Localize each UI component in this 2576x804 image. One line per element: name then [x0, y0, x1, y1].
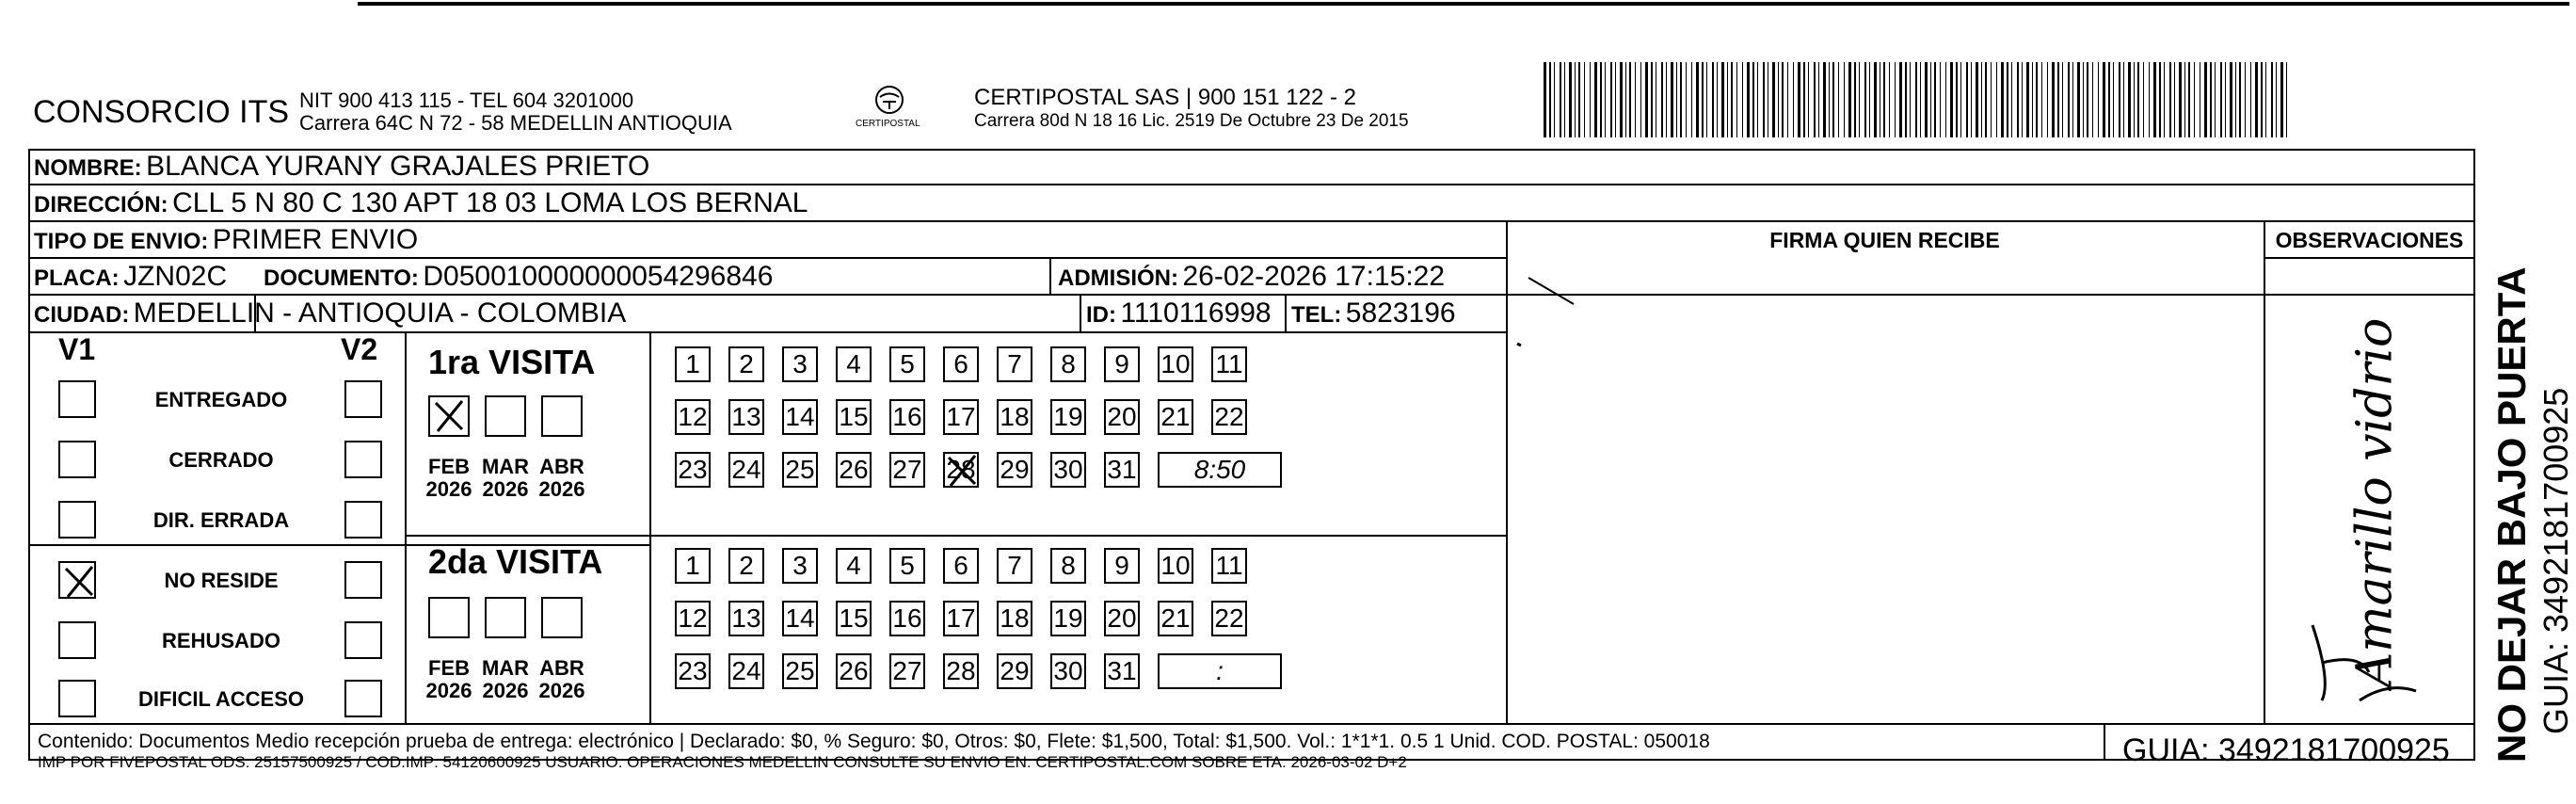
id-row: [1086, 297, 1272, 330]
v2-checkbox[interactable]: [344, 441, 382, 478]
barcode-bar: [1640, 62, 1641, 137]
barcode-bar: [2098, 62, 2099, 137]
visita2-day-box[interactable]: 12: [675, 601, 711, 636]
barcode-bar: [1915, 62, 1917, 137]
barcode-bar: [1838, 62, 1839, 137]
barcode-bar: [2143, 62, 2144, 137]
barcode-bar: [1848, 62, 1851, 137]
barcode-bar: [1772, 62, 1775, 137]
barcode-bar: [1691, 62, 1692, 137]
barcode-bar: [1554, 62, 1555, 137]
barcode-bar: [2153, 62, 2156, 137]
barcode-bar: [1991, 62, 1992, 137]
barcode-bar: [2159, 62, 2161, 137]
barcode-bar: [2184, 62, 2185, 137]
visita1-day-box[interactable]: 2: [728, 346, 764, 382]
barcode-bar: [2057, 62, 2059, 137]
visita2-day-box[interactable]: 11: [1211, 548, 1247, 584]
barcode-bar: [2007, 62, 2008, 137]
barcode-bar: [2204, 62, 2207, 137]
nombre-value: BLANCA YURANY GRAJALES PRIETO: [146, 151, 650, 182]
visita2-month-checkbox[interactable]: [541, 597, 583, 638]
visita2-month-label: FEB 2026: [425, 656, 472, 702]
barcode-bar: [1874, 62, 1877, 137]
barcode-bar: [2113, 62, 2114, 137]
barcode-bar: [1615, 62, 1616, 137]
visita2-day-box[interactable]: 24: [728, 653, 764, 689]
visita1-day-box[interactable]: 15: [836, 399, 872, 435]
visita2-month-label: ABR 2026: [538, 656, 585, 702]
barcode-bar: [2261, 62, 2263, 137]
signature-area[interactable]: [1508, 259, 2262, 721]
tel-value: 5823196: [1345, 297, 1456, 329]
visita2-day-box[interactable]: 7: [997, 548, 1032, 584]
barcode-bar: [1676, 62, 1677, 137]
admision-value: 26-02-2026 17:15:22: [1182, 261, 1446, 292]
side-warning: NO DEJAR BAJO PUERTA: [2489, 266, 2534, 763]
barcode-bar: [1620, 62, 1623, 137]
barcode-bar: [1590, 62, 1591, 137]
signature-mark-icon: [1508, 259, 2262, 721]
barcode-bar: [1844, 62, 1845, 137]
visita2-day-box[interactable]: 23: [675, 653, 711, 689]
barcode-bar: [1721, 62, 1724, 137]
visita2-day-box[interactable]: 27: [889, 653, 925, 689]
barcode-bar: [2062, 62, 2063, 137]
visita1-day-box[interactable]: 7: [997, 346, 1032, 382]
visita2-day-box[interactable]: 5: [889, 548, 925, 584]
barcode-bar: [1889, 62, 1890, 137]
barcode-bar: [1594, 62, 1597, 137]
barcode-bar: [2041, 62, 2042, 137]
visita1-day-box[interactable]: 28: [943, 452, 979, 488]
visita1-day-box[interactable]: 10: [1158, 346, 1193, 382]
visita2-day-box[interactable]: 10: [1158, 548, 1193, 584]
barcode-bar: [1803, 62, 1805, 137]
carrier-address: Carrera 80d N 18 16 Lic. 2519 De Octubre 23 De 2015: [974, 111, 1409, 131]
carrier-line: CERTIPOSTAL SAS | 900 151 122 - 2: [974, 85, 1356, 110]
tel-label: TEL:: [1291, 302, 1342, 328]
barcode-bar: [1859, 62, 1860, 137]
visita2-day-box[interactable]: 19: [1050, 601, 1086, 636]
visita2-day-box[interactable]: 25: [782, 653, 818, 689]
visita1-time-box[interactable]: 8:50: [1158, 452, 1282, 488]
barcode-bar: [1930, 62, 1931, 137]
direccion-row: [34, 187, 808, 219]
visita2-day-box[interactable]: 29: [997, 653, 1032, 689]
visita2-month-checkbox[interactable]: [428, 597, 470, 638]
barcode-bar: [2174, 62, 2175, 137]
placa-label: PLACA:: [34, 265, 120, 291]
barcode-bar: [2001, 62, 2004, 137]
direccion-label: DIRECCIÓN:: [34, 192, 168, 217]
barcode-bar: [2220, 62, 2222, 137]
visita2-day-box[interactable]: 8: [1050, 548, 1086, 584]
barcode-bar: [2077, 62, 2080, 137]
barcode-bar: [2068, 62, 2070, 137]
barcode-bar: [2149, 62, 2150, 137]
top-edge: [358, 2, 2569, 6]
barcode-bar: [1584, 62, 1585, 137]
barcode-bar: [1950, 62, 1953, 137]
barcode-bar: [2286, 62, 2287, 137]
visita1-day-box[interactable]: 26: [836, 452, 872, 488]
barcode-bar: [2123, 62, 2124, 137]
footer-imp: IMP POR FIVEPOSTAL ODS: 25157500925 / COD.IMP: 54120600925 USUARIO: OPERACIONES MEDELLIN CONSULTE SU ENVIO EN: CERTIPOSTAL.COM SOBRE ETA: 2026-03-02 D+2: [38, 753, 1407, 771]
visita2-day-box[interactable]: 18: [997, 601, 1032, 636]
status-label: REHUSADO: [162, 629, 280, 652]
barcode-bar: [2011, 62, 2012, 137]
barcode-bar: [1823, 62, 1826, 137]
barcode-bar: [1985, 62, 1987, 137]
barcode-bar: [1757, 62, 1758, 137]
v1-checkbox[interactable]: [58, 561, 96, 599]
v1-checkbox[interactable]: [58, 621, 96, 659]
barcode-bar: [2137, 62, 2139, 137]
tipo-label: TIPO DE ENVIO:: [34, 229, 209, 254]
visita2-day-box[interactable]: 2: [728, 548, 764, 584]
visita1-day-box[interactable]: 4: [836, 346, 872, 382]
barcode-bar: [1752, 62, 1754, 137]
barcode-bar: [2017, 62, 2019, 137]
barcode-bar: [1629, 62, 1631, 137]
barcode-bar: [1544, 62, 1546, 137]
barcode-bar: [1635, 62, 1636, 137]
barcode-bar: [1818, 62, 1819, 137]
observaciones-header: OBSERVACIONES: [2275, 228, 2464, 252]
barcode-bar: [1956, 62, 1958, 137]
visita2-day-box[interactable]: 16: [889, 601, 925, 636]
visita2-title: 2da VISITA: [428, 542, 603, 581]
visita1-day-box[interactable]: 25: [782, 452, 818, 488]
barcode-bar: [2119, 62, 2120, 137]
barcode-bar: [1560, 62, 1561, 137]
barcode-bar: [1996, 62, 1997, 137]
barcode-bar: [2072, 62, 2073, 137]
visita2-day-box[interactable]: 15: [836, 601, 872, 636]
barcode-bar: [1883, 62, 1885, 137]
nombre-label: NOMBRE:: [34, 155, 142, 181]
barcode-bar: [1666, 62, 1667, 137]
barcode-bar: [2092, 62, 2093, 137]
barcode-bar: [2280, 62, 2283, 137]
logo-text: CERTIPOSTAL: [856, 119, 920, 129]
visita1-day-box[interactable]: 22: [1211, 399, 1247, 435]
visita1-month-checkbox[interactable]: [485, 395, 526, 437]
barcode-bar: [2194, 62, 2195, 137]
v1-checkbox[interactable]: [58, 501, 96, 539]
visita2-day-box[interactable]: 14: [782, 601, 818, 636]
status-label: ENTREGADO: [154, 388, 288, 411]
visita1-day-box[interactable]: 29: [997, 452, 1032, 488]
visita1-month-label: MAR 2026: [481, 455, 530, 501]
barcode-bar: [1832, 62, 1834, 137]
visita1-day-box[interactable]: 1: [675, 346, 711, 382]
barcode-bar: [2164, 62, 2165, 137]
v2-header: V2: [341, 332, 378, 366]
barcode-bar: [1645, 62, 1648, 137]
visita1-day-box[interactable]: 18: [997, 399, 1032, 435]
direccion-value: CLL 5 N 80 C 130 APT 18 03 LOMA LOS BERNAL: [172, 187, 808, 218]
tipo-value: PRIMER ENVIO: [212, 224, 419, 255]
barcode-bar: [1671, 62, 1673, 137]
certipostal-logo: [852, 81, 927, 137]
barcode-bar: [1910, 62, 1911, 137]
visita2-day-box[interactable]: 13: [728, 601, 764, 636]
observaciones-area[interactable]: [2265, 296, 2450, 721]
barcode-bar: [1925, 62, 1928, 137]
visita1-day-box[interactable]: 21: [1158, 399, 1193, 435]
barcode-bar: [2083, 62, 2084, 137]
barcode-bar: [1702, 62, 1704, 137]
v1-checkbox[interactable]: [58, 380, 96, 418]
ciudad-row: [34, 297, 626, 330]
barcode-bar: [1814, 62, 1816, 137]
barcode-bar: [2230, 62, 2232, 137]
barcode-bar: [2047, 62, 2048, 137]
visita2-day-box[interactable]: 22: [1211, 601, 1247, 636]
barcode-bar: [1829, 62, 1830, 137]
visita1-day-box[interactable]: 6: [943, 346, 979, 382]
barcode-bar: [2276, 62, 2277, 137]
visita2-day-box[interactable]: 31: [1104, 653, 1140, 689]
barcode-bar: [2265, 62, 2266, 137]
checked-mark-icon: [943, 452, 981, 497]
id-label: ID:: [1086, 302, 1116, 328]
barcode-bar: [1895, 62, 1896, 137]
barcode-bar: [1680, 62, 1682, 137]
visita2-month-label: MAR 2026: [481, 656, 530, 702]
ciudad-value: MEDELLIN - ANTIOQUIA - COLOMBIA: [133, 297, 627, 329]
barcode-bar: [1696, 62, 1699, 137]
barcode-bar: [1661, 62, 1663, 137]
v1-checkbox[interactable]: [58, 441, 96, 478]
barcode-bar: [2188, 62, 2190, 137]
status-label: DIR. ERRADA: [152, 508, 290, 532]
barcode-bar: [1706, 62, 1707, 137]
address-line: Carrera 64C N 72 - 58 MEDELLIN ANTIOQUIA: [299, 111, 732, 135]
barcode-bar: [2128, 62, 2131, 137]
barcode-bar: [2052, 62, 2055, 137]
status-label: NO RESIDE: [164, 569, 279, 592]
barcode-bar: [2235, 62, 2236, 137]
visita1-day-box[interactable]: 19: [1050, 399, 1086, 435]
barcode-bar: [1793, 62, 1794, 137]
visita1-day-box[interactable]: 27: [889, 452, 925, 488]
side-guia: GUIA: 3492181700925: [2536, 387, 2575, 734]
placa-row: [34, 261, 227, 293]
visita1-day-box[interactable]: 14: [782, 399, 818, 435]
visita1-day-box[interactable]: 23: [675, 452, 711, 488]
documento-row: [264, 261, 773, 293]
barcode-bar: [1610, 62, 1612, 137]
v2-checkbox[interactable]: [344, 680, 382, 717]
barcode-bar: [2250, 62, 2251, 137]
visita2-day-box[interactable]: 21: [1158, 601, 1193, 636]
barcode-bar: [1625, 62, 1626, 137]
v1-header: V1: [58, 332, 96, 366]
id-value: 1110116998: [1120, 297, 1272, 329]
barcode-bar: [1763, 62, 1765, 137]
visita1-day-box[interactable]: 12: [675, 399, 711, 435]
barcode-bar: [1600, 62, 1602, 137]
placa-value: JZN02C: [123, 261, 228, 292]
tel-row: [1291, 297, 1456, 330]
footer-guia: GUIA: 3492181700925: [2122, 732, 2450, 768]
barcode-bar: [1960, 62, 1961, 137]
firma-header: FIRMA QUIEN RECIBE: [1769, 228, 2000, 252]
visita1-day-box[interactable]: 16: [889, 399, 925, 435]
visita1-month-label: ABR 2026: [538, 455, 585, 501]
barcode-bar: [1981, 62, 1982, 137]
barcode-bar: [1575, 62, 1576, 137]
visita1-day-box[interactable]: 9: [1104, 346, 1140, 382]
barcode: [1544, 62, 2296, 137]
barcode-bar: [2134, 62, 2135, 137]
barcode-bar: [1971, 62, 1972, 137]
barcode-bar: [2210, 62, 2212, 137]
visita1-month-label: FEB 2026: [425, 455, 472, 501]
barcode-bar: [2215, 62, 2216, 137]
visita1-day-box[interactable]: 8: [1050, 346, 1086, 382]
barcode-bar: [1717, 62, 1718, 137]
barcode-bar: [2022, 62, 2023, 137]
v2-checkbox[interactable]: [344, 621, 382, 659]
visita2-day-box[interactable]: 4: [836, 548, 872, 584]
barcode-bar: [2255, 62, 2258, 137]
visita2-day-box[interactable]: 26: [836, 653, 872, 689]
visita2-day-box[interactable]: 6: [943, 548, 979, 584]
visita1-day-box[interactable]: 24: [728, 452, 764, 488]
barcode-bar: [2245, 62, 2246, 137]
barcode-bar: [1778, 62, 1779, 137]
barcode-bar: [1549, 62, 1551, 137]
barcode-bar: [1731, 62, 1733, 137]
visita1-day-box[interactable]: 31: [1104, 452, 1140, 488]
barcode-bar: [1798, 62, 1800, 137]
v2-checkbox[interactable]: [344, 380, 382, 418]
barcode-bar: [1864, 62, 1866, 137]
barcode-bar: [2103, 62, 2105, 137]
barcode-bar: [1747, 62, 1750, 137]
visita1-day-box[interactable]: 11: [1211, 346, 1247, 382]
visita2-day-box[interactable]: 17: [943, 601, 979, 636]
barcode-bar: [2225, 62, 2226, 137]
visita2-day-box[interactable]: 30: [1050, 653, 1086, 689]
barcode-bar: [1966, 62, 1968, 137]
status-label: DIFICIL ACCESO: [137, 687, 304, 711]
v1-checkbox[interactable]: [58, 680, 96, 717]
observaciones-text: Amarillo vidrio: [2346, 317, 2404, 688]
barcode-bar: [1736, 62, 1737, 137]
barcode-bar: [2108, 62, 2110, 137]
visita1-title: 1ra VISITA: [428, 343, 596, 381]
barcode-bar: [1945, 62, 1946, 137]
visita2-day-box[interactable]: 20: [1104, 601, 1140, 636]
barcode-bar: [2169, 62, 2171, 137]
visita1-month-checkbox[interactable]: [428, 395, 470, 437]
barcode-bar: [1869, 62, 1870, 137]
documento-label: DOCUMENTO:: [264, 265, 419, 291]
tipo-row: [34, 224, 418, 256]
visita2-day-box[interactable]: 3: [782, 548, 818, 584]
barcode-bar: [2026, 62, 2029, 137]
visita1-day-box[interactable]: 17: [943, 399, 979, 435]
visita2-day-box[interactable]: 9: [1104, 548, 1140, 584]
documento-value: D050010000000054296846: [423, 261, 774, 292]
barcode-bar: [1940, 62, 1941, 137]
company-name: CONSORCIO ITS: [33, 94, 290, 130]
barcode-bar: [1905, 62, 1907, 137]
visita1-day-box[interactable]: 5: [889, 346, 925, 382]
barcode-bar: [1976, 62, 1978, 137]
visita2-day-box[interactable]: 28: [943, 653, 979, 689]
barcode-bar: [1782, 62, 1784, 137]
certipostal-logo-icon: [852, 81, 927, 137]
visita2-day-box[interactable]: 1: [675, 548, 711, 584]
visita1-month-checkbox[interactable]: [541, 395, 583, 437]
visita2-time-box[interactable]: :: [1158, 653, 1282, 689]
status-label: CERRADO: [168, 448, 274, 472]
admision-label: ADMISIÓN:: [1058, 265, 1178, 291]
visita1-day-box[interactable]: 3: [782, 346, 818, 382]
ciudad-label: CIUDAD:: [34, 302, 130, 328]
barcode-bar: [1808, 62, 1809, 137]
v2-checkbox[interactable]: [344, 561, 382, 599]
handwritten-scribble-icon: [2303, 606, 2435, 710]
barcode-bar: [1920, 62, 1921, 137]
admision-row: [1058, 261, 1445, 293]
visita1-day-box[interactable]: 20: [1104, 399, 1140, 435]
barcode-bar: [1934, 62, 1936, 137]
visita2-month-checkbox[interactable]: [485, 597, 526, 638]
barcode-bar: [2036, 62, 2038, 137]
barcode-bar: [1854, 62, 1856, 137]
barcode-bar: [1578, 62, 1580, 137]
barcode-bar: [1651, 62, 1653, 137]
barcode-bar: [1569, 62, 1572, 137]
barcode-bar: [2032, 62, 2033, 137]
barcode-bar: [1727, 62, 1728, 137]
barcode-bar: [1564, 62, 1565, 137]
barcode-bar: [1686, 62, 1687, 137]
barcode-bar: [1787, 62, 1788, 137]
barcode-bar: [2087, 62, 2088, 137]
barcode-bar: [2271, 62, 2273, 137]
barcode-bar: [1899, 62, 1902, 137]
footer-contenido: Contenido: Documentos Medio recepción prueba de entrega: electrónico | Declarado: $0, % Seguro: $0, Otros: $0, Flete: $1,500, Total: $1,500. Vol.: 1*1*1. 0.5 1 Unid. COD. POSTAL: 050018: [38, 731, 1710, 752]
barcode-bar: [1742, 62, 1743, 137]
nombre-row: [34, 151, 649, 183]
barcode-bar: [1712, 62, 1714, 137]
barcode-bar: [2239, 62, 2241, 137]
nit-line: NIT 900 413 115 - TEL 604 3201000: [299, 88, 634, 112]
visita1-day-box[interactable]: 13: [728, 399, 764, 435]
barcode-bar: [1605, 62, 1606, 137]
v2-checkbox[interactable]: [344, 501, 382, 539]
barcode-bar: [2179, 62, 2182, 137]
visita1-day-box[interactable]: 30: [1050, 452, 1086, 488]
